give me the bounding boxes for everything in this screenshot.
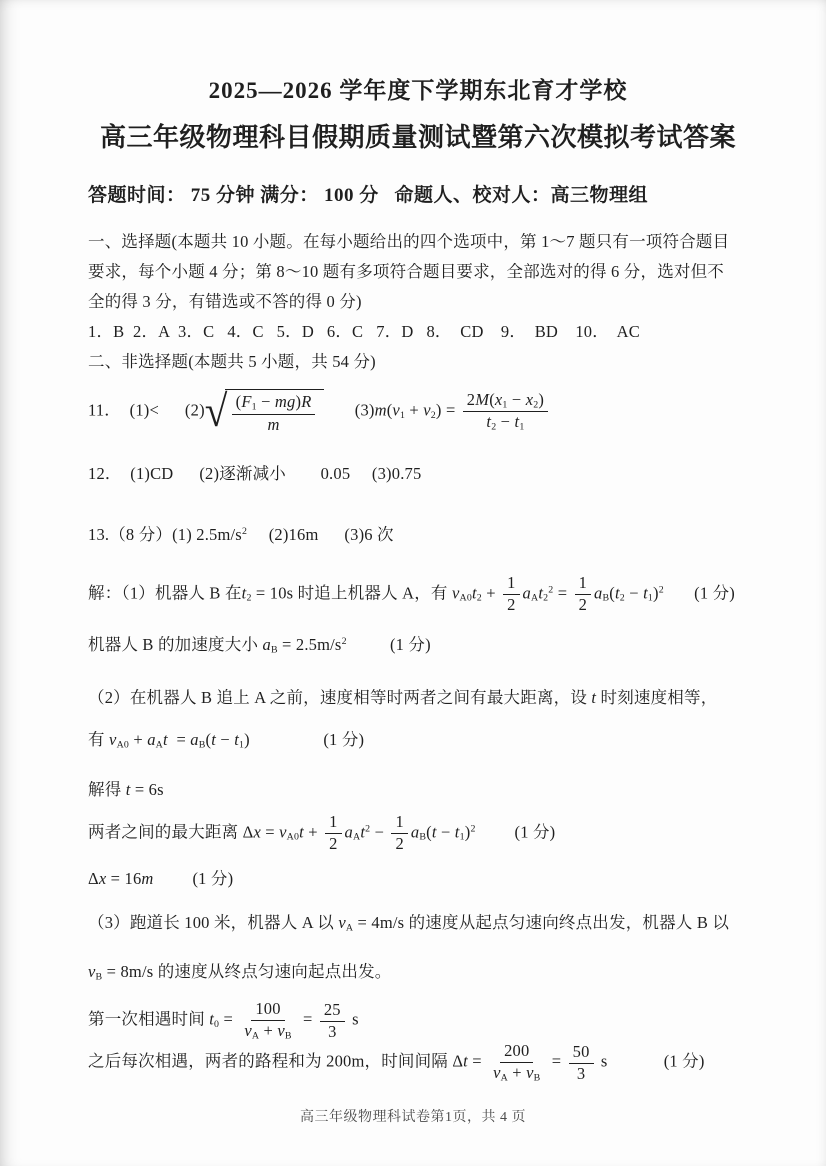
math-variable: v xyxy=(244,1021,252,1041)
q13-sol-part2-intro xyxy=(88,683,748,713)
math-subscript: B xyxy=(95,971,103,983)
text-run: Δ xyxy=(88,868,99,888)
text-run: （2）在机器人 B 追上 A 之前，速度相等时两者之间有最大距离，设 xyxy=(88,688,592,708)
fraction-denominator: 2 xyxy=(507,594,516,614)
fraction-numerator: 1 xyxy=(575,574,591,595)
fraction-numerator xyxy=(463,391,548,413)
math-variable: t xyxy=(471,583,477,603)
math-subscript: 2 xyxy=(619,592,625,604)
math-variable: t xyxy=(360,821,366,841)
text-run: − xyxy=(370,821,389,841)
choice-answers xyxy=(88,317,748,347)
q13-sol-first-meet xyxy=(88,1000,748,1042)
text-run: ( xyxy=(386,400,393,420)
text-run: 二、非选择题(本题共 5 小题，共 54 分) xyxy=(88,352,376,371)
section2-heading xyxy=(88,347,748,377)
math-subscript: 1 xyxy=(238,739,245,751)
text-run: (1 分) xyxy=(346,634,431,654)
math-variable: v xyxy=(109,730,117,750)
math-variable: a xyxy=(522,583,531,603)
math-variable: v xyxy=(88,961,96,981)
text-run: = xyxy=(219,1010,238,1030)
math-fraction xyxy=(320,1001,345,1042)
math-superscript: 2 xyxy=(658,584,664,596)
text-run: (1 分) xyxy=(607,1051,705,1071)
text-run: + xyxy=(259,1021,278,1041)
math-superscript: 2 xyxy=(241,525,248,537)
page-number-text: 高三年级物理科试卷第1页，共 4 页 xyxy=(300,1110,526,1125)
text-run: ( xyxy=(489,389,495,409)
math-variable: t xyxy=(299,821,304,841)
text-run: = 6s xyxy=(130,779,164,799)
fraction-numerator xyxy=(251,1000,284,1021)
text-run: 有 xyxy=(88,730,110,750)
text-run: + xyxy=(481,583,501,603)
math-variable: t xyxy=(538,583,544,603)
math-variable: a xyxy=(594,583,603,603)
text-run: s xyxy=(596,1051,608,1071)
exam-info-line: 答题时间： 75 分钟 满分： 100 分 命题人、校对人：高三物理组 xyxy=(88,185,649,206)
text-run: 机器人 B 的加速度大小 xyxy=(88,634,263,654)
text-run: − xyxy=(216,730,235,750)
text-run: 解：（1）机器人 B 在 xyxy=(88,583,242,603)
text-run: − xyxy=(256,392,275,411)
page-footer xyxy=(0,1106,826,1126)
text-run: ( xyxy=(235,392,242,411)
math-variable: t xyxy=(463,1051,468,1071)
fraction-denominator xyxy=(263,415,283,435)
choice-intro-line2 xyxy=(88,257,748,287)
fraction-denominator: 2 xyxy=(329,833,338,853)
fraction-denominator: 2 xyxy=(395,833,404,853)
math-subscript: A0 xyxy=(459,592,472,604)
math-variable: F xyxy=(241,392,252,411)
math-variable: t xyxy=(234,730,239,750)
text-run: = xyxy=(547,1051,566,1071)
text-run: 200 xyxy=(504,1041,530,1061)
text-run: s xyxy=(347,1010,359,1030)
fraction-denominator xyxy=(482,412,528,433)
math-subscript: A xyxy=(353,831,361,843)
math-subscript: 2 xyxy=(533,399,539,411)
math-variable: x xyxy=(525,389,534,409)
text-run: = xyxy=(467,1051,487,1071)
math-variable: v xyxy=(526,1063,534,1083)
math-fraction xyxy=(232,393,316,435)
math-variable: t xyxy=(514,412,520,432)
math-variable: a xyxy=(410,821,420,841)
math-subscript: B xyxy=(419,831,427,843)
text-run: ) xyxy=(538,389,545,409)
text-run: 11． (1)< (2) xyxy=(88,400,205,420)
math-subscript: A xyxy=(345,921,354,933)
text-run: 时刻速度相等， xyxy=(596,688,718,708)
math-subscript: 1 xyxy=(399,410,406,422)
radical-sign-icon: √ xyxy=(204,386,228,437)
fraction-denominator: 3 xyxy=(576,1063,586,1083)
text-run: − xyxy=(436,821,455,841)
math-variable: t xyxy=(643,583,648,603)
math-variable: v xyxy=(277,1021,285,1041)
math-variable: t xyxy=(591,688,597,708)
text-run: 100 xyxy=(255,999,281,1019)
text-run: (1 分) xyxy=(663,583,735,603)
math-variable: t xyxy=(486,412,492,432)
math-fraction xyxy=(489,1042,544,1084)
text-run: (2)16m (3)6 次 xyxy=(247,524,394,544)
math-subscript: A0 xyxy=(286,831,300,843)
math-variable: M xyxy=(475,389,490,409)
text-run: = xyxy=(298,1010,317,1030)
text-run: 解得 xyxy=(88,779,126,799)
text-run: 13.（8 分）(1) 2.5m/s xyxy=(88,524,242,544)
math-variable: t xyxy=(163,730,168,750)
text-run: 2 xyxy=(466,389,476,409)
math-fraction xyxy=(391,813,407,854)
text-run: 要求，每个小题 4 分；第 8～10 题有多项符合题目要求，全部选对的得 6 分，选对但不 xyxy=(88,262,724,281)
math-subscript: 1 xyxy=(502,399,508,411)
fraction-numerator xyxy=(232,393,316,415)
q13-sol-t6s xyxy=(88,775,748,805)
math-fraction xyxy=(240,1000,295,1042)
choice-intro-line1 xyxy=(88,227,748,257)
text-run: （3）跑道长 100 米，机器人 A 以 xyxy=(88,912,339,932)
math-subscript: B xyxy=(198,739,206,751)
q12-answer xyxy=(88,459,748,489)
text-run: ) xyxy=(244,730,250,750)
math-subscript: 1 xyxy=(459,831,465,843)
math-subscript: 1 xyxy=(647,592,653,604)
math-subscript: A xyxy=(530,592,539,604)
math-subscript: B xyxy=(602,592,610,604)
math-square-root xyxy=(204,386,325,437)
text-run: + xyxy=(303,821,323,841)
math-fraction xyxy=(503,574,519,615)
math-variable: v xyxy=(423,400,431,420)
math-subscript: 1 xyxy=(251,401,257,413)
math-subscript: A xyxy=(500,1072,508,1084)
text-run: − xyxy=(624,583,644,603)
text-run: ) = xyxy=(435,400,460,420)
math-subscript: B xyxy=(533,1072,541,1084)
text-run: ( xyxy=(426,821,432,841)
exam-title: 高三年级物理科目假期质量测试暨第六次模拟考试答案 xyxy=(99,122,736,152)
math-variable: v xyxy=(338,912,346,932)
q11-answer xyxy=(88,386,748,437)
text-run: − xyxy=(507,389,526,409)
fraction-numerator: 1 xyxy=(391,813,407,834)
q13-sol-part3-intro1 xyxy=(88,908,748,943)
math-variable: t xyxy=(614,583,620,603)
math-variable: t xyxy=(125,779,131,799)
text-run: (1 分) xyxy=(249,730,365,750)
text-run: = 16 xyxy=(106,868,142,888)
fraction-denominator xyxy=(240,1021,295,1042)
fraction-numerator: 1 xyxy=(325,813,341,834)
text-run: 两者之间的最大距离 Δ xyxy=(88,821,254,841)
math-variable: v xyxy=(493,1063,501,1083)
math-superscript: 2 xyxy=(365,822,371,834)
text-run: (3) xyxy=(324,400,375,420)
math-subscript: 2 xyxy=(491,421,497,433)
math-subscript: 2 xyxy=(430,410,436,422)
math-variable: x xyxy=(253,821,261,841)
math-subscript: 1 xyxy=(519,421,525,433)
math-subscript: 2 xyxy=(246,592,252,604)
math-fraction xyxy=(325,813,341,854)
math-variable: m xyxy=(141,868,154,888)
text-run: − xyxy=(496,412,515,432)
text-run: + xyxy=(129,730,148,750)
text-run: ( xyxy=(205,730,212,750)
text-run: = 8m/s 的速度从终点匀速向起点出发。 xyxy=(102,961,392,981)
text-run: ) xyxy=(295,392,302,411)
math-fraction xyxy=(575,574,591,615)
math-variable: x xyxy=(98,868,107,888)
fraction-denominator xyxy=(489,1063,544,1084)
school-year-title: 2025—2026 学年度下学期东北育才学校 xyxy=(208,78,628,103)
math-variable: t xyxy=(209,1010,215,1030)
math-variable: t xyxy=(241,583,247,603)
q13-sol-part3-intro2 xyxy=(88,957,748,992)
text-run: ) xyxy=(464,821,471,841)
text-run: 之后每次相遇，两者的路程和为 200m，时间间隔 Δ xyxy=(88,1051,464,1071)
text-run: 全的得 3 分，有错选或不答的得 0 分) xyxy=(88,292,362,311)
text-run: = xyxy=(167,730,191,750)
q13-answer xyxy=(88,517,748,550)
math-variable: v xyxy=(392,400,400,420)
q13-sol-maxdist-eq xyxy=(88,813,748,854)
text-run: + xyxy=(507,1063,527,1083)
math-subscript: 2 xyxy=(543,592,549,604)
math-superscript: 2 xyxy=(341,635,347,647)
text-run: + xyxy=(405,400,424,420)
math-variable: x xyxy=(494,389,503,409)
fraction-denominator: 3 xyxy=(328,1021,337,1041)
math-superscript: 2 xyxy=(548,584,554,596)
math-subscript: A xyxy=(155,739,163,751)
q13-sol-interval xyxy=(88,1042,748,1084)
text-run: ) xyxy=(653,583,659,603)
text-run: (1 分) xyxy=(475,821,556,841)
text-run: = xyxy=(553,583,572,603)
math-fraction xyxy=(569,1043,594,1084)
math-subscript: 0 xyxy=(214,1019,220,1031)
q13-sol-step1 xyxy=(88,574,748,615)
text-run: (1 分) xyxy=(153,868,234,888)
q13-sol-dx16 xyxy=(88,864,748,894)
math-variable: a xyxy=(262,634,271,654)
math-variable: t xyxy=(431,821,437,841)
fraction-numerator xyxy=(500,1042,533,1063)
math-variable: m xyxy=(374,400,387,420)
math-variable: a xyxy=(190,730,199,750)
text-run: 一、选择题(本题共 10 小题。在每小题给出的四个选项中，第 1～7 题只有一项符合题目 xyxy=(88,232,730,251)
math-subscript: 2 xyxy=(476,592,482,604)
q13-sol-velocity-eq xyxy=(88,725,748,760)
text-run: ( xyxy=(609,583,615,603)
math-variable: t xyxy=(454,821,460,841)
radicand xyxy=(225,389,325,435)
math-variable: m xyxy=(267,414,280,434)
fraction-denominator: 2 xyxy=(578,594,588,614)
math-subscript: A xyxy=(251,1030,260,1042)
math-variable: v xyxy=(279,821,287,841)
text-run: 1．B 2．A 3．C 4．C 5．D 6．C 7．D 8． CD 9． BD 10． AC xyxy=(88,322,640,341)
document-body xyxy=(88,227,748,1084)
math-superscript: 2 xyxy=(470,822,476,834)
fraction-numerator: 25 xyxy=(320,1001,345,1022)
page-header xyxy=(88,72,748,207)
math-variable: a xyxy=(344,821,353,841)
text-run: 第一次相遇时间 xyxy=(88,1010,210,1030)
text-run: = xyxy=(260,821,280,841)
math-variable: a xyxy=(147,730,156,750)
choice-intro-line3 xyxy=(88,287,748,317)
text-run: = 2.5m/s xyxy=(277,634,342,654)
math-subscript: B xyxy=(284,1030,292,1042)
fraction-numerator: 1 xyxy=(503,574,519,595)
q13-sol-accel xyxy=(88,627,748,665)
fraction-numerator: 50 xyxy=(569,1043,594,1064)
math-subscript: B xyxy=(270,644,278,656)
math-variable: t xyxy=(211,730,217,750)
math-fraction xyxy=(463,391,548,434)
math-variable: R xyxy=(301,392,312,411)
math-subscript: A0 xyxy=(116,739,130,751)
text-run: 12． (1)CD (2)逐渐减小 0.05 (3)0.75 xyxy=(88,463,422,483)
math-variable: v xyxy=(451,583,460,603)
math-variable: mg xyxy=(274,392,296,411)
text-run: = 4m/s 的速度从起点匀速向终点出发，机器人 B 以 xyxy=(353,912,730,932)
text-run: = 10s 时追上机器人 A，有 xyxy=(251,583,452,603)
